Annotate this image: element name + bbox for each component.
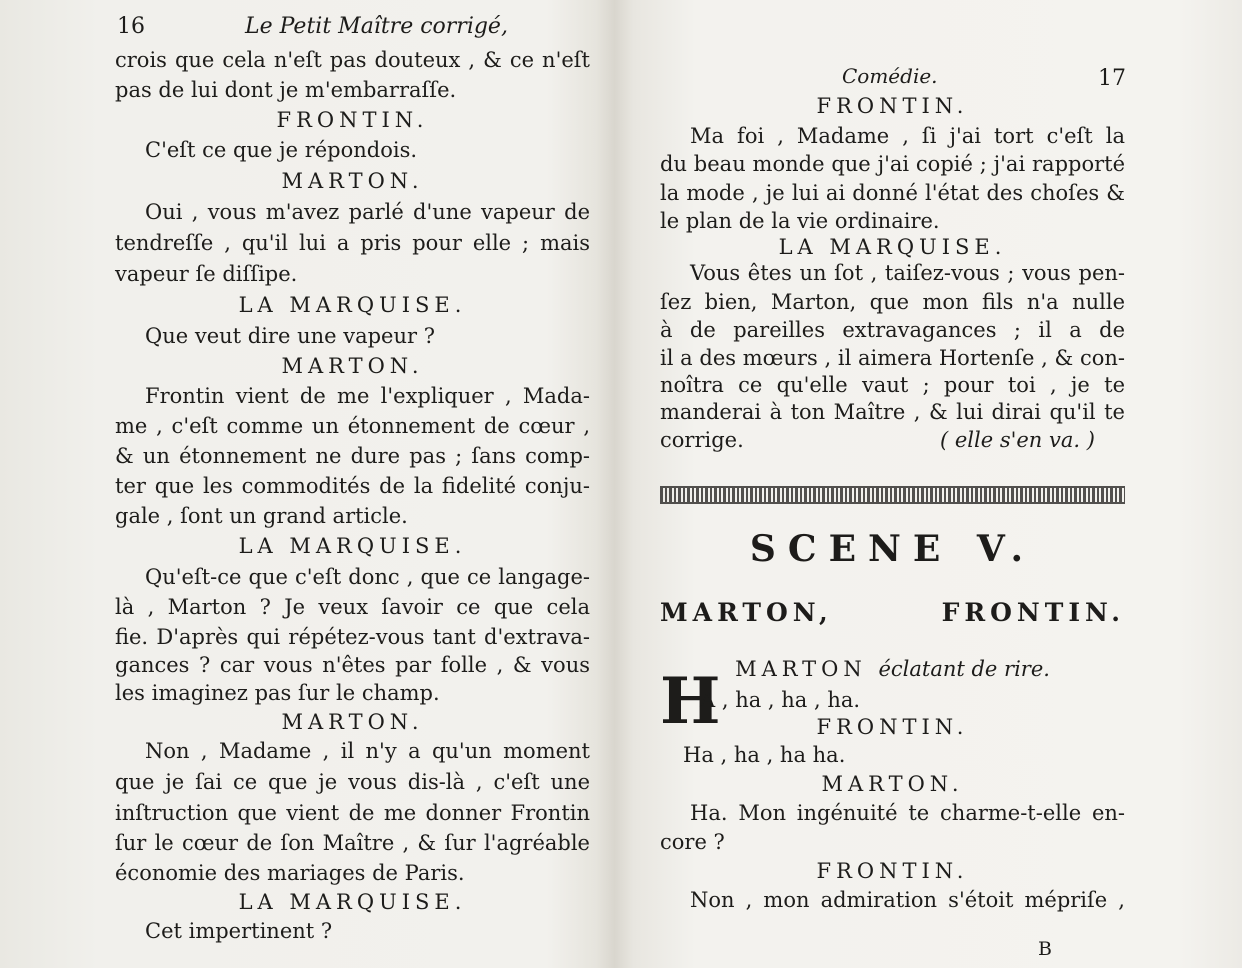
speaker-heading: FRONTIN.: [816, 715, 969, 739]
speaker-heading: LA MARQUISE.: [238, 534, 467, 558]
signature-mark: B: [1038, 938, 1052, 960]
drop-cap: H: [660, 664, 721, 739]
dialogue-line: Ha. Mon ingénuité te charme-t-elle en-: [690, 801, 1125, 825]
text-line: fie. D'après qui répétez-vous tant d'extrava-: [115, 625, 590, 649]
speaker-heading: MARTON éclatant de rire.: [735, 657, 1050, 681]
text-line: noîtra ce qu'elle vaut ; pour toi , je te: [660, 373, 1125, 397]
text-line: Cet impertinent ?: [145, 919, 333, 943]
text-line: il a des mœurs , il aimera Hortenſe , & con-: [660, 346, 1125, 370]
text-line: à de pareilles extravagances ; il a de: [660, 318, 1125, 342]
speaker-heading: FRONTIN.: [276, 108, 429, 132]
text-line: pas de lui dont je m'embarraſſe.: [115, 78, 457, 102]
speaker-heading: MARTON.: [281, 169, 424, 193]
text-line: vapeur ſe diſſipe.: [115, 262, 298, 286]
text-line: tendreſſe , qu'il lui a pris pour elle ; mais: [115, 231, 590, 255]
text-line: inſtruction que vient de me donner Frontin: [115, 801, 590, 825]
speaker-heading: MARTON.: [281, 354, 424, 378]
speaker-heading: LA MARQUISE.: [238, 890, 467, 914]
text-line: gances ? car vous n'êtes par folle , & vous: [115, 653, 590, 677]
dialogue-line: core ?: [660, 830, 725, 854]
text-line: ſez bien, Marton, que mon fils n'a nulle: [660, 290, 1125, 314]
text-line: gale , ſont un grand article.: [115, 504, 408, 528]
text-line: que je ſai ce que je vous dis-là , c'eſt une: [115, 770, 590, 794]
speaker-heading: MARTON.: [281, 710, 424, 734]
text-line: corrige.: [660, 428, 744, 452]
text-line: Vous êtes un ſot , taiſez-vous ; vous pen-: [690, 261, 1125, 285]
dialogue-line: Non , mon admiration s'étoit mépriſe ,: [690, 888, 1125, 912]
stage-direction: ( elle s'en va. ): [940, 428, 1095, 452]
text-line: me , c'eſt comme un étonnement de cœur ,: [115, 414, 590, 438]
running-head: Le Petit Maître corrigé,: [245, 14, 508, 39]
text-line: le plan de la vie ordinaire.: [660, 209, 940, 233]
text-line: Ma foi , Madame , ſi j'ai tort c'eſt la: [690, 124, 1125, 148]
text-line: ſur le cœur de ſon Maître , & ſur l'agréable: [115, 831, 590, 855]
scene-title: SCENE V.: [749, 528, 1036, 570]
dialogue-line: A , ha , ha , ha.: [700, 688, 861, 712]
text-line: là , Marton ? Je veux ſavoir ce que cela: [115, 595, 590, 619]
text-line: crois que cela n'eſt pas douteux , & ce n'eſt: [115, 48, 590, 72]
text-line: Qu'eſt-ce que c'eſt donc , que ce langage-: [145, 565, 590, 589]
speaker-heading: MARTON.: [821, 772, 964, 796]
text-line: du beau monde que j'ai copié ; j'ai rapporté: [660, 152, 1125, 176]
text-line: Oui , vous m'avez parlé d'une vapeur de: [145, 200, 590, 224]
running-head: Comédie.: [842, 64, 938, 88]
text-line: économie des mariages de Paris.: [115, 861, 465, 885]
text-line: manderai à ton Maître , & lui dirai qu'il te: [660, 400, 1125, 424]
dialogue-line: Ha , ha , ha ha.: [683, 743, 846, 767]
text-line: Que veut dire une vapeur ?: [145, 324, 435, 348]
text-line: Frontin vient de me l'expliquer , Mada-: [145, 384, 590, 408]
text-line: la mode , je lui ai donné l'état des choſes &: [660, 181, 1125, 205]
text-line: & un étonnement ne dure pas ; ſans comp-: [115, 444, 590, 468]
speaker-heading: FRONTIN.: [816, 859, 969, 883]
page-number: 17: [1098, 66, 1126, 91]
speaker-heading: FRONTIN.: [816, 94, 969, 118]
speaker-heading: LA MARQUISE.: [238, 293, 467, 317]
text-line: C'eſt ce que je répondois.: [145, 138, 418, 162]
scene-cast: MARTON, FRONTIN.: [660, 598, 1125, 627]
ornamental-divider: [660, 486, 1125, 504]
text-line: ter que les commodités de la fidelité conju-: [115, 474, 590, 498]
page-number: 16: [117, 14, 145, 39]
speaker-heading: LA MARQUISE.: [778, 235, 1007, 259]
text-line: les imaginez pas ſur le champ.: [115, 681, 440, 705]
text-line: Non , Madame , il n'y a qu'un moment: [145, 739, 590, 763]
